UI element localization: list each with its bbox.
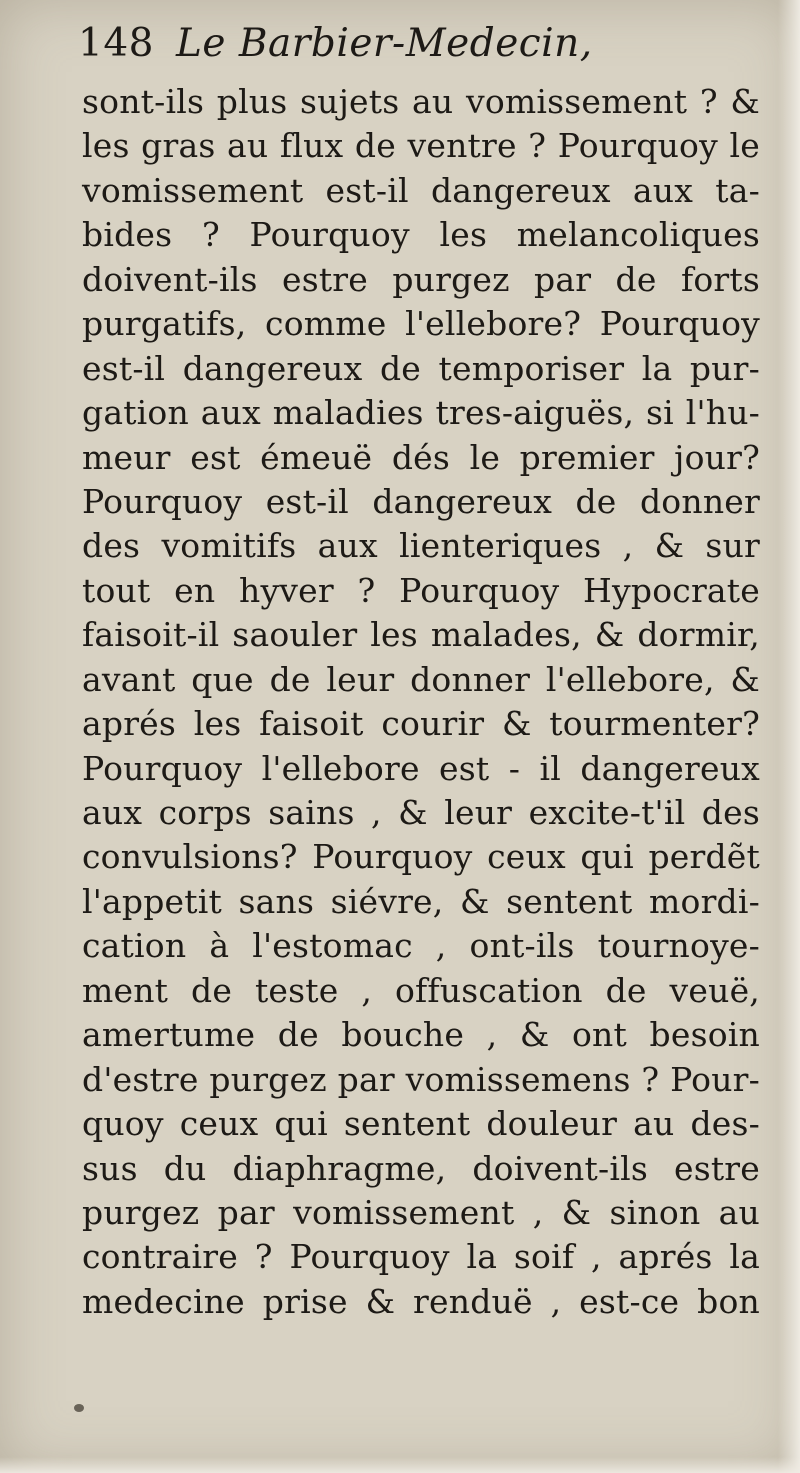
running-head: [78, 14, 593, 74]
text-line: aprés les faisoit courir & tourmenter?: [82, 704, 760, 744]
text-line: contraire ? Pourquoy la soif , aprés la: [82, 1237, 760, 1277]
ink-mark: [74, 1404, 84, 1412]
text-line: purgatifs, comme l'ellebore? Pourquoy: [82, 304, 760, 344]
page-edge-right: [778, 0, 800, 1473]
text-line: l'appetit sans siévre, & sentent mordi-: [82, 881, 760, 921]
text-line: sus du diaphragme, doivent-ils estre: [82, 1148, 760, 1188]
text-line: Pourquoy est-il dangereux de donner: [82, 481, 760, 521]
text-line: est-il dangereux de temporiser la pur-: [82, 348, 760, 388]
text-line: faisoit-il saouler les malades, & dormir,: [82, 615, 760, 655]
text-line: sont-ils plus sujets au vomissement ? &: [82, 82, 760, 121]
body-text: [82, 80, 760, 1324]
text-line: aux corps sains , & leur excite-t'il des: [82, 793, 760, 832]
text-line: les gras au flux de ventre ? Pourquoy le: [82, 126, 760, 166]
page-edge-bottom: [0, 1457, 800, 1473]
text-line: ment de teste , offuscation de veuë,: [82, 970, 760, 1010]
text-line: medecine prise & renduë , est-ce bon: [82, 1281, 760, 1321]
page-number: 148: [78, 21, 154, 66]
text-line: cation à l'estomac , ont-ils tournoye-: [82, 926, 760, 966]
text-line: Pourquoy l'ellebore est - il dangereux: [82, 748, 760, 788]
text-line: doivent-ils estre purgez par de forts: [82, 259, 760, 299]
text-line: gation aux maladies tres-aiguës, si l'hu-: [82, 393, 760, 433]
text-line: quoy ceux qui sentent douleur au des-: [82, 1104, 760, 1144]
text-line: bides ? Pourquoy les melancoliques: [82, 215, 760, 255]
running-title: Le Barbier-Medecin,: [175, 21, 593, 66]
text-line: avant que de leur donner l'ellebore, &: [82, 659, 760, 699]
text-line: convulsions? Pourquoy ceux qui perdẽt: [82, 837, 760, 877]
text-line: amertume de bouche , & ont besoin: [82, 1015, 760, 1055]
text-line: d'estre purgez par vomissemens ? Pour-: [82, 1059, 760, 1099]
text-line: des vomitifs aux lienteriques , & sur: [82, 526, 760, 566]
text-line: meur est émeuë dés le premier jour?: [82, 437, 760, 477]
text-line: vomissement est-il dangereux aux ta-: [82, 170, 760, 210]
text-line: tout en hyver ? Pourquoy Hypocrate: [82, 570, 760, 610]
text-line: purgez par vomissement , & sinon au: [82, 1192, 760, 1232]
